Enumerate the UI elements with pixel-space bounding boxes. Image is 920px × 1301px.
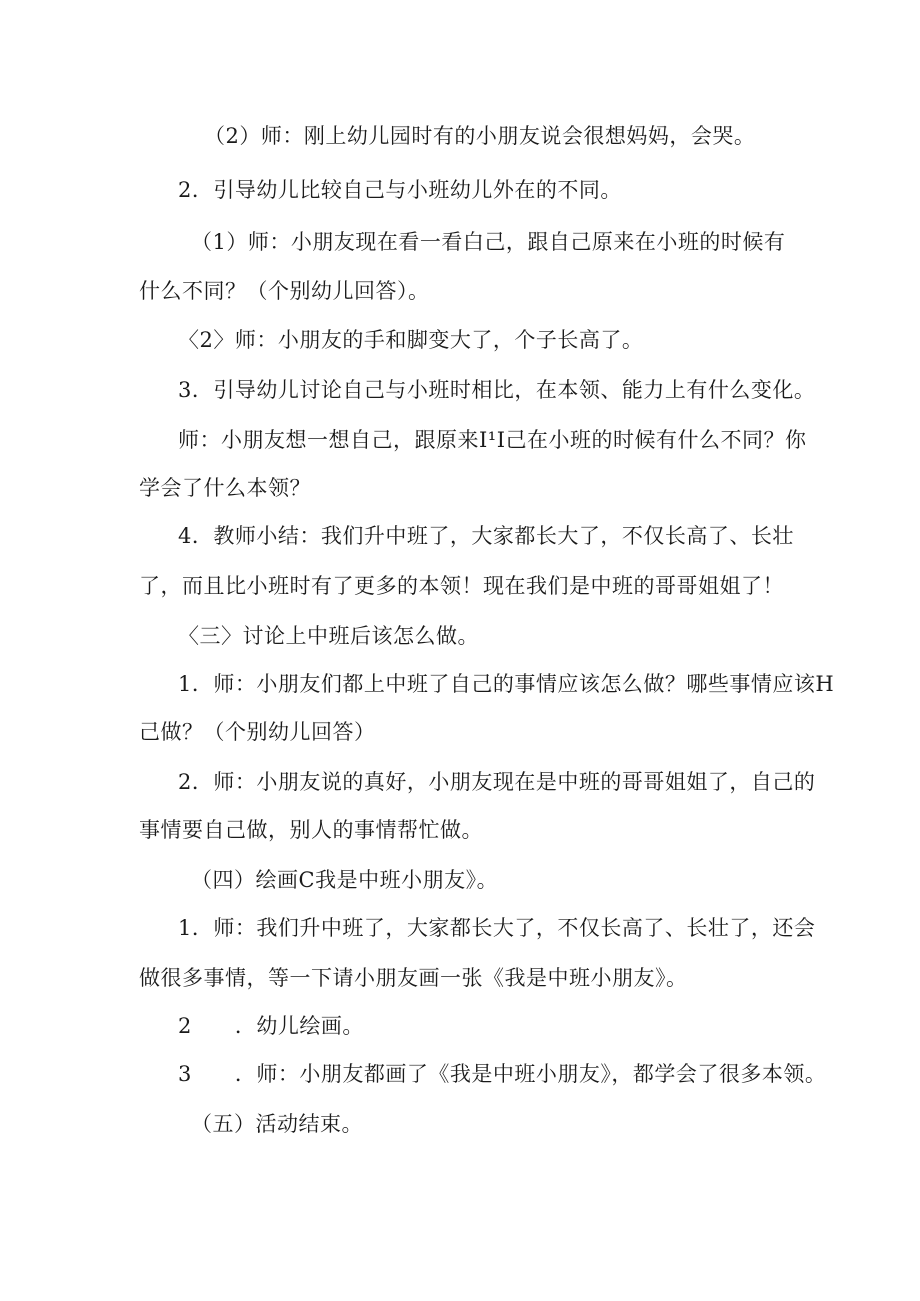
text-line: 〈三〉讨论上中班后该怎么做。 [178, 624, 479, 648]
text-line: 2．引导幼儿比较自己与小班幼儿外在的不同。 [178, 178, 622, 202]
text-line: 什么不同？（个别幼儿回答）。 [139, 279, 430, 303]
text-line: （2）师：刚上幼儿园时有的小朋友说会很想妈妈，会哭。 [204, 124, 756, 148]
text-line: 2．师：小朋友说的真好，小朋友现在是中班的哥哥姐姐了，自己的 [178, 770, 816, 794]
text-line: 事情要自己做，别人的事情帮忙做。 [139, 818, 483, 842]
text-line: 3 ．师：小朋友都画了《我是中班小朋友》，都学会了很多本领。 [178, 1062, 827, 1086]
text-line: 1．师：小朋友们都上中班了自己的事情应该怎么做？哪些事情应该H [178, 672, 835, 696]
text-line: 做很多事情，等一下请小朋友画一张《我是中班小朋友》。 [139, 966, 688, 990]
text-line: （四）绘画C我是中班小朋友》。 [191, 868, 499, 892]
text-line: 〈2〉师：小朋友的手和脚变大了，个子长高了。 [178, 328, 644, 352]
text-line: 学会了什么本领？ [139, 476, 311, 500]
text-line: 3．引导幼儿讨论自己与小班时相比，在本领、能力上有什么变化。 [178, 378, 816, 402]
text-line: 己做？（个别幼儿回答） [139, 720, 376, 744]
text-line: （1）师：小朋友现在看一看白己，跟自己原来在小班的时候有 [191, 230, 786, 254]
text-line: 1．师：我们升中班了，大家都长大了，不仅长高了、长壮了，还会 [178, 916, 816, 940]
text-line: 2 ．幼儿绘画。 [178, 1014, 364, 1038]
text-line: 师：小朋友想一想自己，跟原来I¹I己在小班的时候有什么不同？你 [178, 428, 807, 452]
text-line: 了，而且比小班时有了更多的本领！现在我们是中班的哥哥姐姐了！ [139, 574, 784, 598]
text-line: （五）活动结束。 [191, 1112, 363, 1136]
text-line: 4．教师小结：我们升中班了，大家都长大了，不仅长高了、长壮 [178, 524, 794, 548]
